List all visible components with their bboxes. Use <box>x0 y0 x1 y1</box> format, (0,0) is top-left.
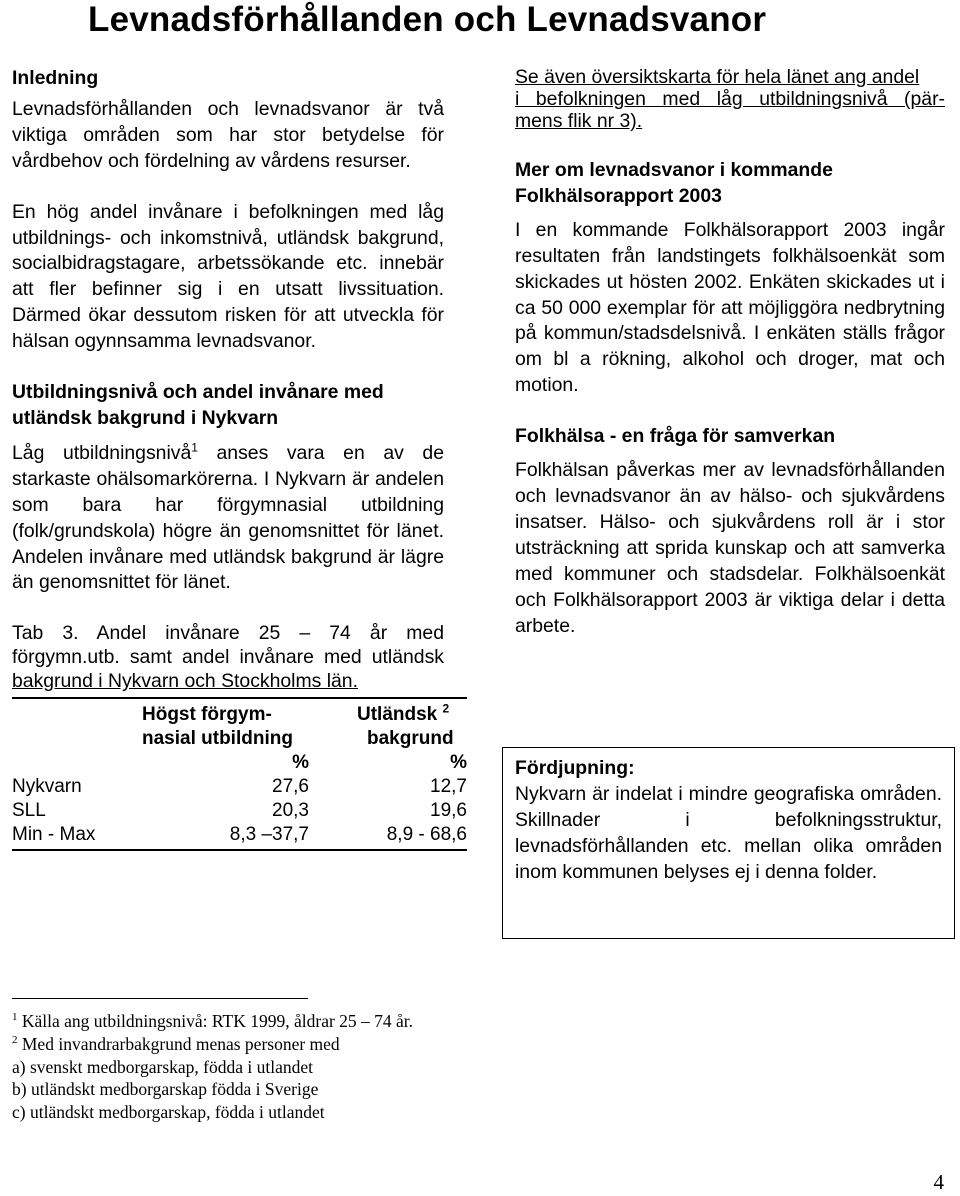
table-header-foreign-text: Utländsk <box>357 704 438 726</box>
table-header-education-l2: nasial utbildning <box>142 728 293 750</box>
table-row <box>12 823 467 850</box>
education-paragraph <box>12 441 444 596</box>
map-note-line-1: Se även översiktskarta för hela länet ang andel <box>515 66 920 88</box>
education-table <box>12 697 467 851</box>
footnote-2-item-c: c) utländskt medborgarskap, födda i utlandet <box>12 1102 325 1123</box>
footnote-divider <box>12 998 308 999</box>
row-foreign-value: 8,9 - 68,6 <box>309 823 467 850</box>
further-reading-text: Nykvarn är indelat i mindre geografiska områden. Skillnader i befolkningsstruktur, levnadsförhållanden etc. mellan olika områden inom kommunen belyses ej i denna folder. <box>515 782 942 883</box>
survey-heading: Mer om levnadsvanor i kommande Folkhälsorapport 2003 <box>515 159 833 207</box>
map-note-line-3: mens flik nr 3). <box>515 110 643 132</box>
row-label: Nykvarn <box>12 776 82 798</box>
footnote-1-text: Källa ang utbildningsnivå: RTK 1999, åldrar 25 – 74 år. <box>17 1011 414 1031</box>
table-unit-education: % <box>292 752 309 774</box>
table-caption-text: Tab 3. Andel invånare 25 – 74 år med förgymn.utb. samt andel invånare med utländsk <box>12 622 444 669</box>
row-education-value: 8,3 –37,7 <box>124 823 309 850</box>
footnote-ref-2: 2 <box>442 701 450 716</box>
table-row <box>12 799 467 823</box>
cooperation-paragraph: Folkhälsan påverkas mer av levnadsförhållanden och levnadsvanor än av hälso- och sjukvårdens insatser. Hälso- och sjukvårdens roll är i stor utsträckning att sprida kunskap och att samverka med kommuner och stadsdelar. Folkhälsoenkät och Folkhälsorapport 2003 är viktiga delar i detta arbete. <box>515 459 945 637</box>
footnote-2-number: 2 <box>12 1033 18 1046</box>
education-paragraph-rest: anses vara en av de starkaste ohälsomarkörerna. I Nykvarn är andelen som bara har förgymnasial utbildning (folk/grundskola) högre än genomsnittet för länet. Andelen invånare med utländsk bakgrund är lägre än genomsnittet för länet. <box>12 441 444 594</box>
row-label: SLL <box>12 800 46 822</box>
row-foreign-value: 12,7 <box>430 776 467 798</box>
page-title: Levnadsförhållanden och Levnadsvanor <box>88 0 767 39</box>
further-reading-heading: Fördjupning: <box>515 757 635 779</box>
cooperation-heading: Folkhälsa - en fråga för samverkan <box>515 425 836 448</box>
survey-paragraph: I en kommande Folkhälsorapport 2003 ingår resultaten från landstingets folkhälsoenkät som skickades ut hösten 2002. Enkäten skickades ut i ca 50 000 exemplar för att möjliggöra nedbrytning på kommun/stadsdelsnivå. I enkäten ställs frågor om bl a rökning, alkohol och droger, mat och motion. <box>515 218 945 397</box>
map-reference-note <box>515 66 945 132</box>
row-label: Min - Max <box>12 823 124 850</box>
footnote-2-item-a: a) svenskt medborgarskap, födda i utlandet <box>12 1056 313 1077</box>
education-paragraph-start: Låg utbildningsnivå <box>12 441 192 464</box>
footnotes <box>12 1010 442 1124</box>
footnote-1 <box>12 1010 442 1033</box>
footnote-2-item-b: b) utländskt medborgarskap födda i Sverige <box>12 1079 319 1100</box>
footnote-ref-1: 1 <box>191 440 198 455</box>
table-header-education: Högst förgym- <box>124 698 309 727</box>
right-column <box>515 66 945 664</box>
table-unit-foreign: % <box>450 752 467 774</box>
education-heading: Utbildningsnivå och andel invånare med utländsk bakgrund i Nykvarn <box>12 381 384 429</box>
table-header-empty <box>12 698 124 727</box>
intro-paragraph-2: En hög andel invånare i befolkningen med låg utbildnings- och inkomstnivå, utländsk bakgrund, socialbidragstagare, arbetssökande etc. innebär att fler befinner sig i en utsatt livssituation. Därmed ökar dessutom risken för att utveckla för hälsan ogynnsamma levnadsvanor. <box>12 200 444 353</box>
map-note-line-2: i befolkningen med låg utbildningsnivå (pär- <box>515 88 945 110</box>
table-caption <box>12 621 444 693</box>
left-column <box>12 66 467 851</box>
table-row <box>12 775 467 799</box>
row-education-value: 27,6 <box>272 776 309 798</box>
intro-heading: Inledning <box>12 67 99 89</box>
further-reading-box <box>502 747 955 939</box>
footnote-2 <box>12 1033 442 1056</box>
row-education-value: 20,3 <box>272 800 309 822</box>
page-number: 4 <box>933 1170 944 1194</box>
footnote-1-number: 1 <box>12 1011 18 1024</box>
table-caption-underlined: bakgrund i Nykvarn och Stockholms län. <box>12 670 358 693</box>
table-header-foreign-l2: bakgrund <box>367 728 454 750</box>
intro-paragraph-1: Levnadsförhållanden och levnadsvanor är två viktiga områden som har stor betydelse för vårdbehov och fördelning av vårdens resurser. <box>12 97 444 172</box>
row-foreign-value: 19,6 <box>430 800 467 822</box>
footnote-2-text: Med invandrarbakgrund menas personer med <box>17 1033 340 1054</box>
table-header-foreign <box>309 698 467 727</box>
